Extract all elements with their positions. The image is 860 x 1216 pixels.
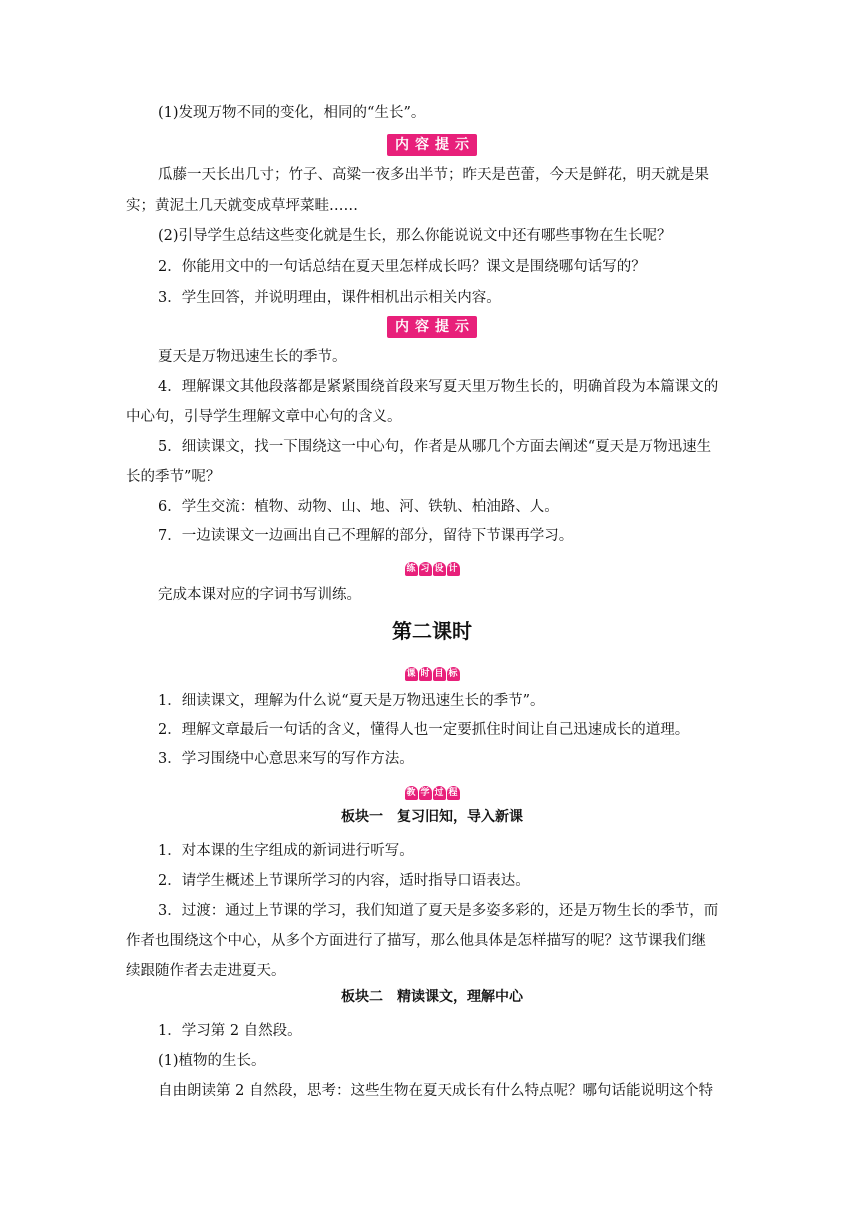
text-line: 实；黄泥土几天就变成草坪菜畦…… [126, 198, 358, 214]
subsection-heading: 板块一 复习旧知，导入新课 [341, 809, 523, 825]
text-line: 1．对本课的生字组成的新词进行听写。 [158, 843, 414, 859]
text-line: 3．过渡：通过上节课的学习，我们知道了夏天是多姿多彩的，还是万物生长的季节，而 [158, 903, 719, 919]
text-line: 1．细读课文，理解为什么说“夏天是万物迅速生长的季节”。 [158, 693, 545, 709]
text-line: (1)植物的生长。 [158, 1053, 266, 1069]
badge-content-tip: 内容提示 [126, 134, 738, 156]
text-line: 中心句，引导学生理解文章中心句的含义。 [126, 409, 402, 425]
text-line: 夏天是万物迅速生长的季节。 [158, 349, 347, 365]
text-line: 自由朗读第 2 自然段，思考：这些生物在夏天成长有什么特点呢？哪句话能说明这个特 [158, 1083, 713, 1099]
text-line: 2．理解文章最后一句话的含义，懂得人也一定要抓住时间让自己迅速成长的道理。 [158, 722, 690, 738]
text-line: 3．学习围绕中心意思来写的写作方法。 [158, 751, 414, 767]
text-line: 瓜藤一天长出几寸；竹子、高粱一夜多出半节；昨天是芭蕾，今天是鲜花，明天就是果 [158, 167, 709, 183]
section-title: 第二课时 [392, 619, 472, 643]
text-line: 作者也围绕这个中心，从多个方面进行了描写，那么他具体是怎样描写的呢？这节课我们继 [126, 933, 706, 949]
text-line: 5．细读课文，找一下围绕这一中心句，作者是从哪几个方面去阐述“夏天是万物迅速生 [158, 439, 712, 455]
badge-content-tip: 内容提示 [126, 316, 738, 338]
text-line: 完成本课对应的字词书写训练。 [158, 587, 361, 603]
badge-practice-design: 练 习 设 计 [406, 564, 458, 574]
subsection-heading: 板块二 精读课文，理解中心 [341, 989, 523, 1005]
text-line: 3．学生回答，并说明理由，课件相机出示相关内容。 [158, 290, 501, 306]
text-line: 4．理解课文其他段落都是紧紧围绕首段来写夏天里万物生长的，明确首段为本篇课文的 [158, 379, 719, 395]
badge-teaching-process: 教 学 过 程 [406, 788, 458, 798]
text-line: 1．学习第 2 自然段。 [158, 1023, 302, 1039]
text-line: 长的季节”呢？ [126, 469, 221, 485]
text-line: 7．一边读课文一边画出自己不理解的部分，留待下节课再学习。 [158, 528, 574, 544]
text-line: (1)发现万物不同的变化，相同的“生长”。 [158, 105, 426, 121]
text-line: 2．请学生概述上节课所学习的内容，适时指导口语表达。 [158, 873, 530, 889]
text-line: 2．你能用文中的一句话总结在夏天里怎样成长吗？课文是围绕哪句话写的？ [158, 259, 646, 275]
text-line: 续跟随作者去走进夏天。 [126, 963, 286, 979]
text-line: 6．学生交流：植物、动物、山、地、河、铁轨、柏油路、人。 [158, 499, 559, 515]
badge-lesson-goals: 课 时 目 标 [406, 669, 458, 679]
text-line: (2)引导学生总结这些变化就是生长，那么你能说说文中还有哪些事物在生长呢？ [158, 228, 672, 244]
